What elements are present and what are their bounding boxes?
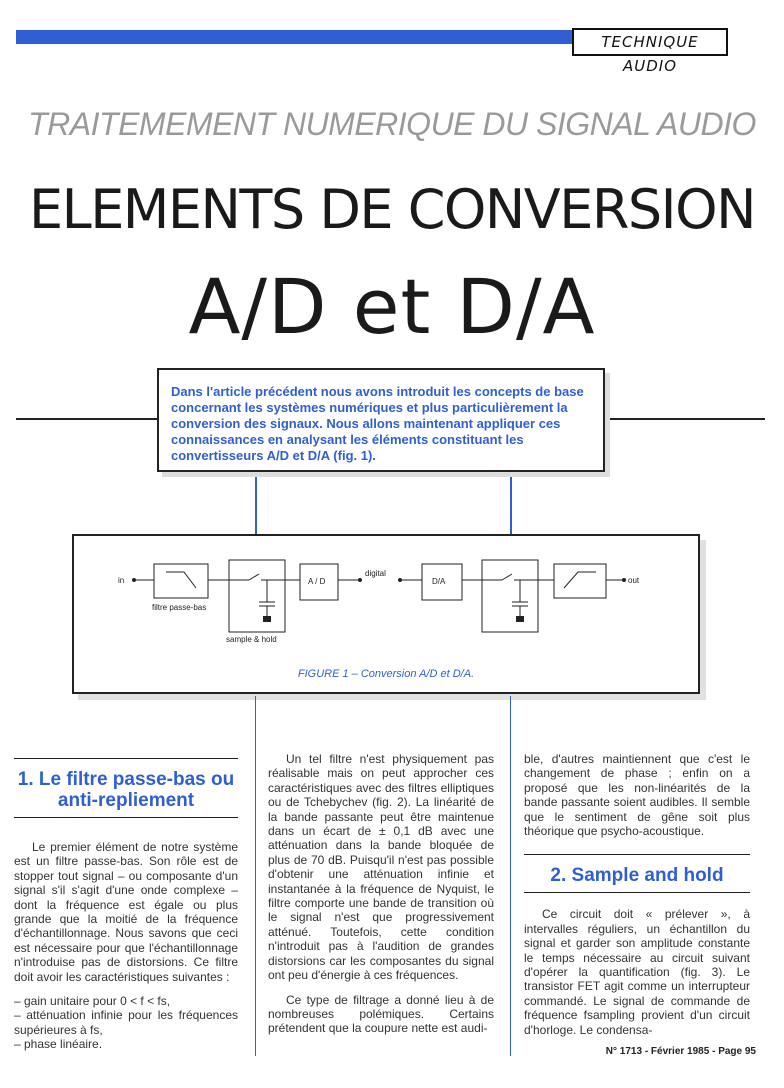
column-3 — [524, 752, 750, 1047]
col1-paragraph: Le premier élément de notre système est un filtre passe-bas. Son rôle est de stopper tout signal – ou composante d'un signal s'il s'agit d'une onde complexe – dont la fréquence est égale ou plus grande que la moitié de la fréquence d'échantillonnage. Nous savons que ceci est nécessaire pour que l'échantillonnage n'introduise pas de distorsions. Ce filtre doit avoir les caractéristiques suivantes : — [14, 840, 238, 984]
section-1-header — [14, 758, 238, 818]
col3-paragraph-2: Ce circuit doit « prélever », à intervalles réguliers, un échantillon du signal et garder son amplitude constante le temps nécessaire au circuit suivant d'opérer la quantification (fig. 3). Le transistor FET agit comme un interrupteur commandé. Le signal de commande de fréquence fsampling provient d'un circuit d'horloge. Le condensa- — [524, 907, 750, 1037]
label-da: D/A — [432, 577, 446, 586]
label-sh: sample & hold — [226, 635, 277, 644]
label-lowpass: filtre passe-bas — [152, 603, 207, 612]
col2-paragraph-1: Un tel filtre n'est physiquement pas réalisable mais on peut approcher ces caractéristiques avec des filtres elliptiques ou de Tchebychev (fig. 2). La linéarité de la bande passante peut être maintenue dans un écart de ± 0,1 dB avec une atténuation dans la bande bloquée de plus de 70 dB. Puisqu'il n'est pas possible d'obtenir une atténuation infinie et instantanée à la fréquence de Nyquist, le filtre comporte une bande de transition où le signal n'est que progressivement atténué. Toutefois, cette condition n'introduit pas à l'audition de grandes distorsions car les composantes du signal ont peu d'énergie à ces fréquences. — [268, 752, 494, 983]
list-item: – phase linéaire. — [14, 1037, 103, 1052]
title-line-1: ELEMENTS DE CONVERSION — [28, 178, 755, 241]
section-tag: TECHNIQUE AUDIO — [572, 28, 728, 56]
label-in: in — [118, 576, 125, 585]
connector-right — [510, 472, 512, 534]
requirements-list — [14, 994, 238, 1052]
intro-box: Dans l'article précédent nous avons introduit les concepts de base concernant les systèmes numériques et plus particulièrement la conversion des signaux. Nous allons maintenant appliquer ces connaissances en analysant les éléments constituant les convertisseurs A/D et D/A (fig. 1). — [157, 368, 605, 472]
label-digital: digital — [365, 569, 386, 578]
kicker: TRAITEMEMENT NUMERIQUE DU SIGNAL AUDIO — [28, 106, 756, 142]
section-2-header — [524, 854, 750, 893]
intro-rule-right — [605, 418, 765, 420]
title-line-2: A/D et D/A — [188, 262, 596, 351]
list-item: – atténuation infinie pour les fréquences supérieures à fs, — [14, 1008, 238, 1037]
intro-rule-left — [16, 418, 157, 420]
figure-caption: FIGURE 1 – Conversion A/D et D/A. — [297, 668, 475, 680]
figure-1 — [72, 534, 700, 694]
section-1-heading: 1. Le filtre passe-bas ou anti-repliement — [17, 769, 235, 811]
column-rule-2 — [510, 696, 511, 1056]
label-out: out — [628, 576, 640, 585]
column-2 — [268, 752, 494, 1046]
label-ad: A / D — [308, 577, 326, 586]
col2-paragraph-2: Ce type de filtrage a donné lieu à de nombreuses polémiques. Certains prétendent que la coupure nette est audi- — [268, 992, 494, 1036]
col3-paragraph-1: ble, d'autres maintiennent que c'est le changement de phase ; enfin on a proposé que les non-linéarités de la bande passante soient audibles. Il semble que le sentiment de gêne soit plus théorique que psycho-acoustique. — [524, 752, 750, 839]
connector-left — [255, 472, 257, 534]
page-footer: N° 1713 - Février 1985 - Page 95 — [605, 1046, 756, 1057]
column-1 — [14, 752, 238, 1052]
header-bar — [16, 30, 572, 44]
column-rule-1 — [255, 696, 256, 1056]
list-item: – gain unitaire pour 0 < f < fs, — [14, 994, 171, 1009]
section-2-heading: 2. Sample and hold — [550, 865, 724, 887]
